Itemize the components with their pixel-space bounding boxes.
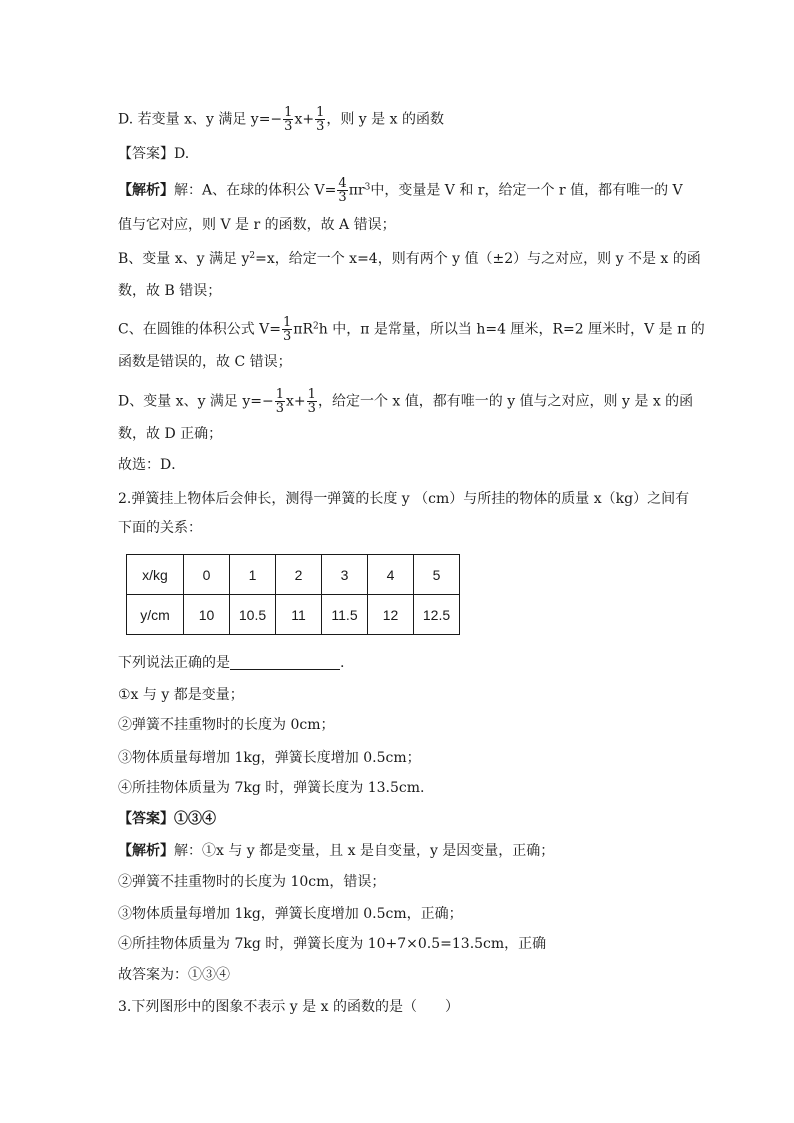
text: πR [293,321,314,338]
table-row [127,595,460,635]
analysis-label: 【解析】 [118,843,174,859]
analysis-d-line-2: 数，故 D 正确； [118,426,223,442]
analysis-2-final: 故答案为：①③④ [118,967,230,983]
text: ，给定一个 x 值，都有唯一的 y 值与之对应，则 y 是 x 的函 [317,393,694,410]
analysis-1-line-2: 值与它对应，则 V 是 r 的函数，故 A 错误； [118,217,396,233]
analysis-d-line-1 [118,388,693,415]
table-cell: 3 [322,555,368,595]
fraction: $\frac{4}{3}$ [338,176,347,205]
analysis-c-line-1 [118,316,705,343]
fraction: $\frac{1}{3}$ [283,315,292,344]
analysis-b-line-1 [118,250,701,268]
option-d-line [118,106,444,133]
answer-2: 【答案】①③④ [118,811,216,827]
table-cell: 0 [184,555,230,595]
table-cell: 10.5 [230,595,276,635]
superscript: 2 [249,251,256,261]
fraction: $\frac{1}{3}$ [316,105,325,134]
data-table [126,554,460,635]
text: h 中，π 是常量，所以当 h=4 厘米，R=2 厘米时，V 是 π 的 [318,321,705,338]
text: πr [348,182,365,199]
text: 中，变量是 V 和 r，给定一个 r 值，都有唯一的 V [370,182,683,199]
fraction: $\frac{1}{3}$ [284,105,293,134]
question-2-line-1: 2.弹簧挂上物体后会伸长，测得一弹簧的长度 y （cm）与所挂的物体的质量 x（kg）之间有 [118,491,690,507]
table-cell: 12.5 [414,595,460,635]
table-cell: 11.5 [322,595,368,635]
analysis-c-line-2: 函数是错误的，故 C 错误； [118,354,292,370]
superscript: 2 [313,321,319,332]
analysis-2-line-2: ②弹簧不挂重物时的长度为 10cm，错误； [118,874,386,890]
text: x+ [294,111,315,128]
text: 下列说法正确的是 [118,655,230,671]
answer-blank [230,655,340,670]
question-2-line-2: 下面的关系： [118,520,202,536]
text: B、变量 x、y 满足 y [118,251,250,267]
table-cell: 10 [184,595,230,635]
answer-1: 【答案】D. [118,146,190,162]
statement-2: ②弹簧不挂重物时的长度为 0cm； [118,717,335,733]
statement-4: ④所挂物体质量为 7kg 时，弹簧长度为 13.5cm. [118,780,425,796]
analysis-2-line-4: ④所挂物体质量为 7kg 时，弹簧长度为 10+7×0.5=13.5cm，正确 [118,936,547,952]
text: x+ [286,393,306,410]
table-row [127,555,460,595]
statement-3: ③物体质量每增加 1kg，弹簧长度增加 0.5cm； [118,750,421,766]
table-cell: x/kg [127,555,184,595]
table-cell: y/cm [127,595,184,635]
analysis-label: 【解析】 [118,182,174,199]
superscript: 3 [364,182,371,193]
text: 解：A、在球的体积公 V= [174,182,337,199]
analysis-2-line-1 [118,842,554,860]
text: 解：①x 与 y 都是变量，且 x 是自变量，y 是因变量，正确； [174,843,555,859]
text: . [340,655,345,671]
table-cell: 4 [368,555,414,595]
question-3: 3.下列图形中的图象不表示 y 是 x 的函数的是（ ） [118,999,459,1015]
table-cell: 5 [414,555,460,595]
analysis-2-line-3: ③物体质量每增加 1kg，弹簧长度增加 0.5cm，正确； [118,906,463,922]
text: ，则 y 是 x 的函数 [326,111,444,128]
choose-line: 故选：D． [118,457,186,473]
table-cell: 11 [276,595,322,635]
table-cell: 12 [368,595,414,635]
fraction: $\frac{1}{3}$ [275,387,285,416]
question-2-prompt [118,654,344,672]
text: D. 若变量 x、y 满足 y=− [118,111,283,128]
table-cell: 2 [276,555,322,595]
analysis-1-line-1 [118,177,683,204]
table-cell: 1 [230,555,276,595]
analysis-b-line-2: 数，故 B 错误； [118,283,222,299]
text: D、变量 x、y 满足 y=− [118,393,274,410]
statement-1: ①x 与 y 都是变量； [118,687,244,703]
text: =x，给定一个 x=4，则有两个 y 值（±2）与之对应，则 y 不是 x 的函 [255,251,701,267]
text: C、在圆锥的体积公式 V= [118,321,282,338]
fraction: $\frac{1}{3}$ [307,387,316,416]
